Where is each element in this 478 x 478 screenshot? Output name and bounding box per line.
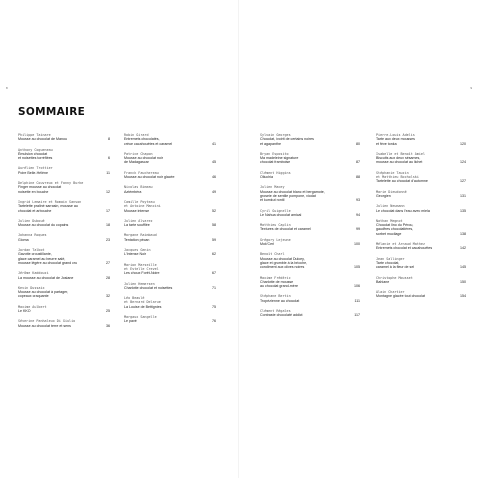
chef-name: Jacques Genin (124, 248, 151, 253)
page-number: 32 (106, 294, 110, 299)
toc-entry (18, 181, 110, 194)
page-number: 58 (212, 223, 216, 228)
recipe-title: Textures de chocolat et caramel (260, 227, 311, 232)
chef-name: Julien Dubouè (18, 218, 45, 223)
page-number: 87 (356, 160, 360, 165)
recipe-title: Tarte aux deux mousses (376, 137, 415, 142)
recipe-title: Le Nahua chocolat amical (260, 212, 302, 217)
recipe-title: Tentation pécan (124, 237, 150, 242)
recipe-title: Bahiane (376, 279, 390, 284)
toc-entry (18, 200, 110, 213)
toc-entry (124, 248, 216, 257)
chef-name: Grégory Lejeune (260, 237, 291, 242)
recipe-title: Entremets chocolatés, (124, 137, 160, 142)
toc-entry (18, 248, 110, 265)
toc-entry (260, 252, 360, 269)
toc-entry (376, 276, 466, 285)
page-number: 27 (106, 260, 110, 265)
toc-entry (376, 152, 466, 165)
toc-entry (18, 286, 110, 299)
recipe-title: Mousse intense (124, 208, 150, 213)
page-number: 67 (212, 271, 216, 276)
recipe-title: et kumkut rontil (260, 198, 285, 203)
page-number: 94 (356, 212, 360, 217)
recipe-title: groseie de sentile pompone, viodat (260, 193, 316, 198)
recipe-title: copeaux craquante (18, 294, 49, 299)
page-number: 49 (212, 189, 216, 194)
toc-entry (18, 148, 110, 161)
recipe-title: Tartelette au chocolat d'automne (376, 179, 428, 184)
toc-entry (124, 296, 216, 309)
page-number: 154 (460, 294, 466, 299)
chef-name: Pierre-Louis Adelis (376, 133, 415, 137)
recipe-title: La Louise de Bettignies (124, 304, 162, 309)
page-number: 88 (356, 175, 360, 180)
page-title: SOMMAIRE (18, 106, 86, 118)
page-number: 6 (108, 156, 110, 161)
chef-name: Maxime Aulbert (18, 304, 47, 309)
page-number: 105 (354, 265, 360, 270)
chef-name: Mélanie et Arnaud Mathez (376, 242, 425, 247)
chef-name: Séverine Panhaleux Di Giulio (18, 319, 76, 324)
recipe-title: Gioma (18, 237, 29, 242)
chef-name: Julien Alvarez (124, 218, 153, 223)
chef-name: Jean Sallinger (376, 256, 405, 261)
toc-entry (124, 315, 216, 324)
toc-entry (260, 223, 360, 232)
page-number: 80 (356, 141, 360, 146)
recipe-title: Tartelette praliné sarrasin, mousse au (18, 204, 78, 209)
page-number: 8 (108, 137, 110, 142)
toc-entry (124, 282, 216, 291)
recipe-title: La mousse au chocolat de Josiane (18, 275, 74, 280)
page-number: 138 (460, 231, 466, 236)
recipe-title: Georgien (376, 193, 391, 198)
page-number: 99 (356, 227, 360, 232)
chef-name: Marie Dieudonné (376, 189, 407, 194)
page-number: 23 (106, 237, 110, 242)
recipe-title: et fève tonka (376, 141, 397, 146)
recipe-title: mousse légère au chocolat grand cru (18, 260, 78, 265)
recipe-title: Aztèmbèra (124, 189, 142, 194)
toc-entry (18, 133, 110, 142)
page-number: 45 (212, 160, 216, 165)
chef-name: Kevin Dussaix (18, 285, 45, 290)
recipe-title: condiment aux olives noires (260, 265, 305, 270)
recipe-title: Le KKO (18, 309, 31, 314)
chef-name: Matthieu Caplin (260, 223, 291, 228)
recipe-title: glace et grumble à la brioche, (260, 260, 308, 265)
chef-name: Cyril Guignelle (260, 208, 291, 213)
chef-name: Jérôme Kaddouzi (18, 271, 49, 276)
recipe-title: et noisettes torréfiées (18, 156, 53, 161)
toc-column-3 (260, 133, 360, 324)
recipe-title: Émulsion chocolat (18, 151, 48, 156)
page-number: 93 (356, 198, 360, 203)
recipe-title: Charlotte de mousse (260, 279, 294, 284)
recipe-title: Tropézienne au chocolat (260, 298, 300, 303)
chef-name: et Bernard Delarue (124, 300, 161, 305)
recipe-title: et agapanthe (260, 141, 281, 146)
page-number: 142 (460, 246, 466, 251)
recipe-title: Le pavé (124, 319, 137, 324)
page-number: 131 (460, 193, 466, 198)
page-number: 150 (460, 279, 466, 284)
chef-name: Delphine Couvreux et Fanny Burke (18, 181, 84, 186)
toc-entry (260, 294, 360, 303)
chef-name: Philippe Tainare (18, 133, 51, 137)
toc-entry (260, 209, 360, 218)
toc-entry (124, 233, 216, 242)
toc-column-4 (376, 133, 466, 305)
recipe-title: Montagne glacée tout chocolat (376, 294, 425, 299)
recipe-title: Finger mousse au chocolat (18, 185, 62, 190)
chef-name: Patrice Chapon (124, 151, 153, 156)
chef-name: Clément Higgins (260, 170, 291, 175)
page-number: 12 (106, 189, 110, 194)
toc-entry (376, 257, 466, 270)
page-number: 106 (354, 284, 360, 289)
recipe-title: Mousse au chocolat de Manou (18, 137, 67, 142)
page-number: 18 (106, 223, 110, 228)
chef-name: et Estelle Crevel (124, 266, 159, 271)
recipe-title: Tarte chocolat, (376, 260, 400, 265)
toc-entry (376, 171, 466, 184)
recipe-title: glace caramel au beurre salé, (18, 256, 66, 261)
recipe-title: noisette en bouche (18, 189, 49, 194)
page-number: 75 (212, 304, 216, 309)
toc-entry (260, 185, 360, 202)
chef-name: et Antoine Mancini (124, 204, 161, 209)
recipe-title: Mousse au chocolat blanc et bergamote, (260, 189, 325, 194)
toc-entry (18, 219, 110, 228)
toc-entry (376, 290, 466, 299)
toc-entry (18, 271, 110, 280)
recipe-title: caramel à la fleur de sel (376, 265, 415, 270)
recipe-title: Charlotte chocolat et noisettes (124, 285, 173, 290)
chef-name: Stéphanie Tauzin (376, 170, 409, 175)
chef-name: Christophe Mousset (376, 275, 413, 280)
page-number: 11 (106, 170, 110, 175)
chef-name: Sylvain Georges (260, 133, 291, 137)
recipe-title: au chocolat grand-mère (260, 284, 298, 289)
recipe-title: chocolat et arbouche (18, 208, 52, 213)
toc-entry (376, 204, 466, 213)
recipe-title: Poire Belle-Hélène (18, 170, 48, 175)
recipe-title: Mousse au chocolat à partager, (18, 290, 69, 295)
toc-entry (124, 263, 216, 276)
recipe-title: Ma madeleine signature (260, 156, 299, 161)
page-number: 46 (212, 175, 216, 180)
toc-entry (260, 152, 360, 165)
toc-entry (260, 276, 360, 289)
chef-name: Johanna Roques (18, 233, 47, 238)
page-number: 41 (212, 141, 216, 146)
toc-entry (124, 200, 216, 213)
chef-name: Alain Chartier (376, 290, 405, 295)
recipe-title: Le chocolat dans l'eau avec miela (376, 208, 430, 213)
chef-name: Julien Neumann (376, 204, 405, 209)
chef-name: Clément Régales (260, 309, 291, 314)
chef-name: et Matthieu Bocholski (376, 175, 419, 180)
folio-left: 8 (6, 86, 8, 90)
recipe-title: Entremets chocolat et cacahouètes (376, 246, 433, 251)
toc-entry (376, 190, 466, 199)
spine-gutter (238, 0, 239, 478)
recipe-title: mousse au chocolat au lichet (376, 160, 423, 165)
chef-name: Ingrid Lemaire et Romain Sanson (18, 199, 82, 204)
recipe-title: Les choux Forêt-Noire (124, 271, 160, 276)
chef-name: Nathan Megnot (376, 218, 403, 223)
chef-name: Maxime Frédéric (260, 275, 291, 280)
recipe-title: La tarte soufflée (124, 223, 150, 228)
page-number: 117 (354, 313, 360, 318)
recipe-title: Contraste chocolaté addict (260, 313, 303, 318)
toc-entry (376, 133, 466, 146)
chef-name: Léo Beaulé (124, 296, 145, 301)
chef-name: Robin Girard (124, 133, 149, 137)
page-number: 52 (212, 208, 216, 213)
chef-name: Julien Hemersen (124, 281, 155, 286)
chef-name: Benoît Charl (260, 252, 285, 257)
page-number: 71 (212, 285, 216, 290)
chef-name: Franck Fauchereau (124, 170, 159, 175)
toc-entry (124, 185, 216, 194)
chef-name: Aurélien Trottier (18, 166, 53, 171)
recipe-title: Gavotte croustillante, (18, 252, 52, 257)
toc-entry (260, 309, 360, 318)
page-number: 28 (106, 275, 110, 280)
toc-entry (18, 305, 110, 314)
recipe-title: Chocolat, ivoirit de certains noires (260, 137, 314, 142)
toc-entry (260, 238, 360, 247)
chef-name: Camille Poyteau (124, 199, 155, 204)
folio-right: 9 (470, 86, 472, 90)
recipe-title: Chocolat lino du Pérou, (376, 223, 414, 228)
page-number: 124 (460, 160, 466, 165)
chef-name: Anthony Cogueneau (18, 147, 53, 152)
recipe-title: Mousse au chocolat du copains (18, 223, 69, 228)
toc-entry (18, 319, 110, 328)
page-number: 59 (212, 237, 216, 242)
page-number: 100 (354, 242, 360, 247)
page-number: 36 (106, 323, 110, 328)
recipe-title: L'Intense Noir (124, 252, 147, 257)
page-number: 17 (106, 208, 110, 213)
page-number: 135 (460, 208, 466, 213)
page-number: 127 (460, 179, 466, 184)
toc-entry (260, 171, 360, 180)
page-number: 76 (212, 319, 216, 324)
recipe-title: sorbet mucilage (376, 231, 402, 236)
recipe-title: Oliuchia (260, 175, 273, 180)
toc-entry (376, 242, 466, 251)
page-number: 120 (460, 141, 466, 146)
recipe-title: Biscuits aux deux sésames, (376, 156, 421, 161)
toc-entry (18, 233, 110, 242)
toc-entry (376, 219, 466, 236)
recipe-title: gaudfres chocolatières, (376, 227, 414, 232)
chef-name: Julien Macey (260, 185, 285, 190)
page-number: 145 (460, 265, 466, 270)
toc-entry (18, 166, 110, 175)
recipe-title: chocolat framboise (260, 160, 291, 165)
toc-entry (124, 152, 216, 165)
chef-name: Jordan Talbot (18, 248, 45, 253)
recipe-title: Mousse au chocolat noir glacée (124, 175, 175, 180)
chef-name: Morgane Raimbaud (124, 233, 157, 238)
chef-name: Bryan Esposito (260, 151, 289, 156)
recipe-title: de Madagascar (124, 160, 149, 165)
toc-entry (260, 133, 360, 146)
chef-name: Isabelle et Benoît Amiel (376, 151, 425, 156)
page-number: 25 (106, 309, 110, 314)
chef-name: Stéphane Bertin (260, 294, 291, 299)
recipe-title: crèue cacahouètes et caramel (124, 141, 173, 146)
chef-name: Margaux Sangelle (124, 315, 157, 320)
toc-entry (124, 133, 216, 146)
chef-name: Marion Marseille (124, 262, 157, 267)
toc-entry (124, 219, 216, 228)
toc-entry (124, 171, 216, 180)
toc-column-1 (18, 133, 110, 334)
recipe-title: Mousse au chocolat Dulcey, (260, 256, 305, 261)
recipe-title: Mok'Cerl (260, 242, 275, 247)
page-number: 111 (354, 298, 360, 303)
recipe-title: Mousse au chocolat terre et sens (18, 323, 71, 328)
page-number: 62 (212, 252, 216, 257)
toc-column-2 (124, 133, 216, 330)
recipe-title: Mousse au chocolat noir (124, 156, 163, 161)
chef-name: Nicolas Bimeau (124, 185, 153, 190)
